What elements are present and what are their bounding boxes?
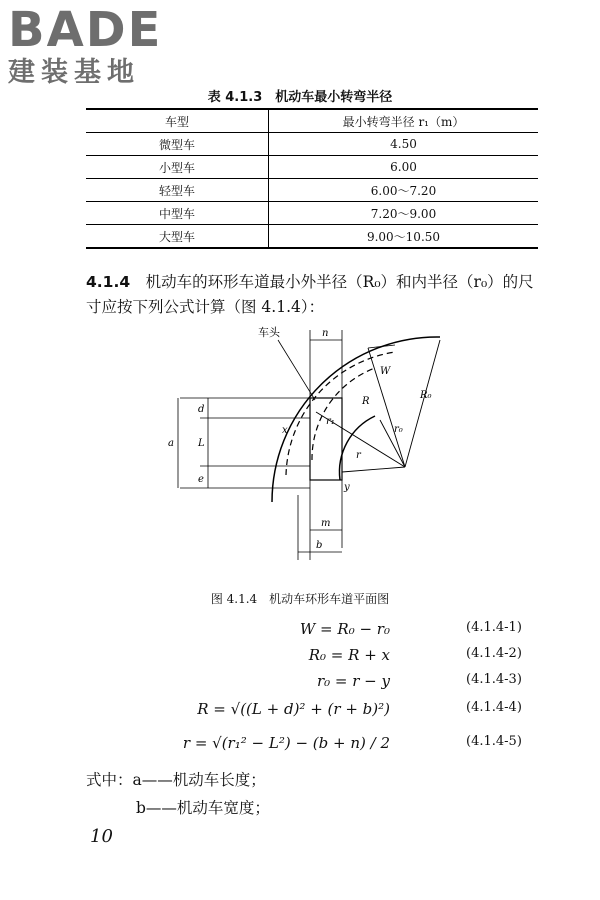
- definition-a: a——机动车长度；: [132, 771, 266, 789]
- turning-radius-table: [86, 108, 538, 249]
- cell-radius: 6.00～7.20: [269, 179, 539, 202]
- brand-logo: [8, 2, 183, 90]
- formula-4-1-4-4: [0, 700, 600, 724]
- table-row: [86, 202, 538, 225]
- label-e: e: [198, 474, 204, 485]
- label-head: 车头: [258, 326, 280, 339]
- label-r1: r₁: [326, 416, 335, 427]
- formula-4-1-4-1: [0, 620, 600, 644]
- formula-expr: W = R₀ − r₀: [299, 620, 390, 638]
- label-d: d: [198, 404, 205, 415]
- ring-lane-diagram: [150, 320, 450, 580]
- table-row: [86, 133, 538, 156]
- table-row: [86, 225, 538, 249]
- label-b: b: [316, 540, 323, 551]
- ray-r: [342, 467, 405, 472]
- formula-4-1-4-3: [0, 672, 600, 696]
- clause-number: 4.1.4: [86, 273, 131, 291]
- cell-type: 大型车: [86, 225, 269, 249]
- label-x: x: [282, 425, 288, 436]
- table-header-row: [86, 109, 538, 133]
- label-R0: R₀: [420, 390, 432, 401]
- formula-4-1-4-2: [0, 646, 600, 670]
- label-n: n: [322, 328, 329, 339]
- formula-expr: r₀ = r − y: [316, 672, 390, 690]
- cell-radius: 7.20～9.00: [269, 202, 539, 225]
- cell-radius: 4.50: [269, 133, 539, 156]
- formula-expr: R = √((L + d)² + (r + b)²): [197, 700, 390, 718]
- cell-type: 微型车: [86, 133, 269, 156]
- cell-type: 小型车: [86, 156, 269, 179]
- table-row: [86, 179, 538, 202]
- definition-b: b——机动车宽度；: [136, 799, 270, 817]
- page-number: 10: [90, 826, 113, 847]
- table-row: [86, 156, 538, 179]
- label-L: L: [198, 438, 205, 449]
- label-r: r: [356, 450, 361, 461]
- label-m: m: [321, 518, 331, 529]
- definition-lead: 式中：: [86, 771, 133, 789]
- table-caption: 表 4.1.3 机动车最小转弯半径: [207, 90, 393, 105]
- definition-line: [86, 766, 270, 794]
- header-min-radius: 最小转弯半径 r₁（m）: [269, 109, 539, 133]
- symbol-definitions: [86, 766, 270, 822]
- label-a: a: [168, 438, 174, 449]
- head-pointer: [278, 340, 315, 400]
- formula-number: (4.1.4-2): [466, 646, 522, 661]
- header-vehicle-type: 车型: [86, 109, 269, 133]
- formula-number: (4.1.4-4): [466, 700, 522, 715]
- figure-caption: 图 4.1.4 机动车环形车道平面图: [210, 592, 390, 606]
- formula-expr: R₀ = R + x: [308, 646, 390, 664]
- logo-brand-text: BADE: [8, 2, 163, 58]
- ray-R0: [405, 340, 440, 467]
- label-y: y: [344, 482, 350, 493]
- formula-expr: r = √(r₁² − L²) − (b + n) / 2: [182, 734, 390, 752]
- formula-4-1-4-5: [0, 734, 600, 758]
- vehicle-path-arc-inner: [312, 368, 375, 460]
- formula-number: (4.1.4-5): [466, 734, 522, 749]
- definition-line: [86, 794, 270, 822]
- vehicle-path-arc-outer: [286, 352, 395, 475]
- label-r0: r₀: [394, 424, 403, 435]
- clause-4-1-4: [86, 270, 544, 320]
- formula-number: (4.1.4-3): [466, 672, 522, 687]
- cell-radius: 9.00～10.50: [269, 225, 539, 249]
- vehicle-rect: [310, 398, 342, 480]
- logo-subtitle: 建装基地: [8, 57, 140, 88]
- clause-text: 机动车的环形车道最小外半径（R₀）和内半径（r₀）的尺寸应按下列公式计算（图 4.1.4）：: [86, 273, 534, 316]
- cell-type: 轻型车: [86, 179, 269, 202]
- label-W: W: [380, 366, 391, 377]
- outer-arc: [272, 337, 440, 502]
- cell-radius: 6.00: [269, 156, 539, 179]
- cell-type: 中型车: [86, 202, 269, 225]
- formula-number: (4.1.4-1): [466, 620, 522, 635]
- label-R: R: [362, 396, 370, 407]
